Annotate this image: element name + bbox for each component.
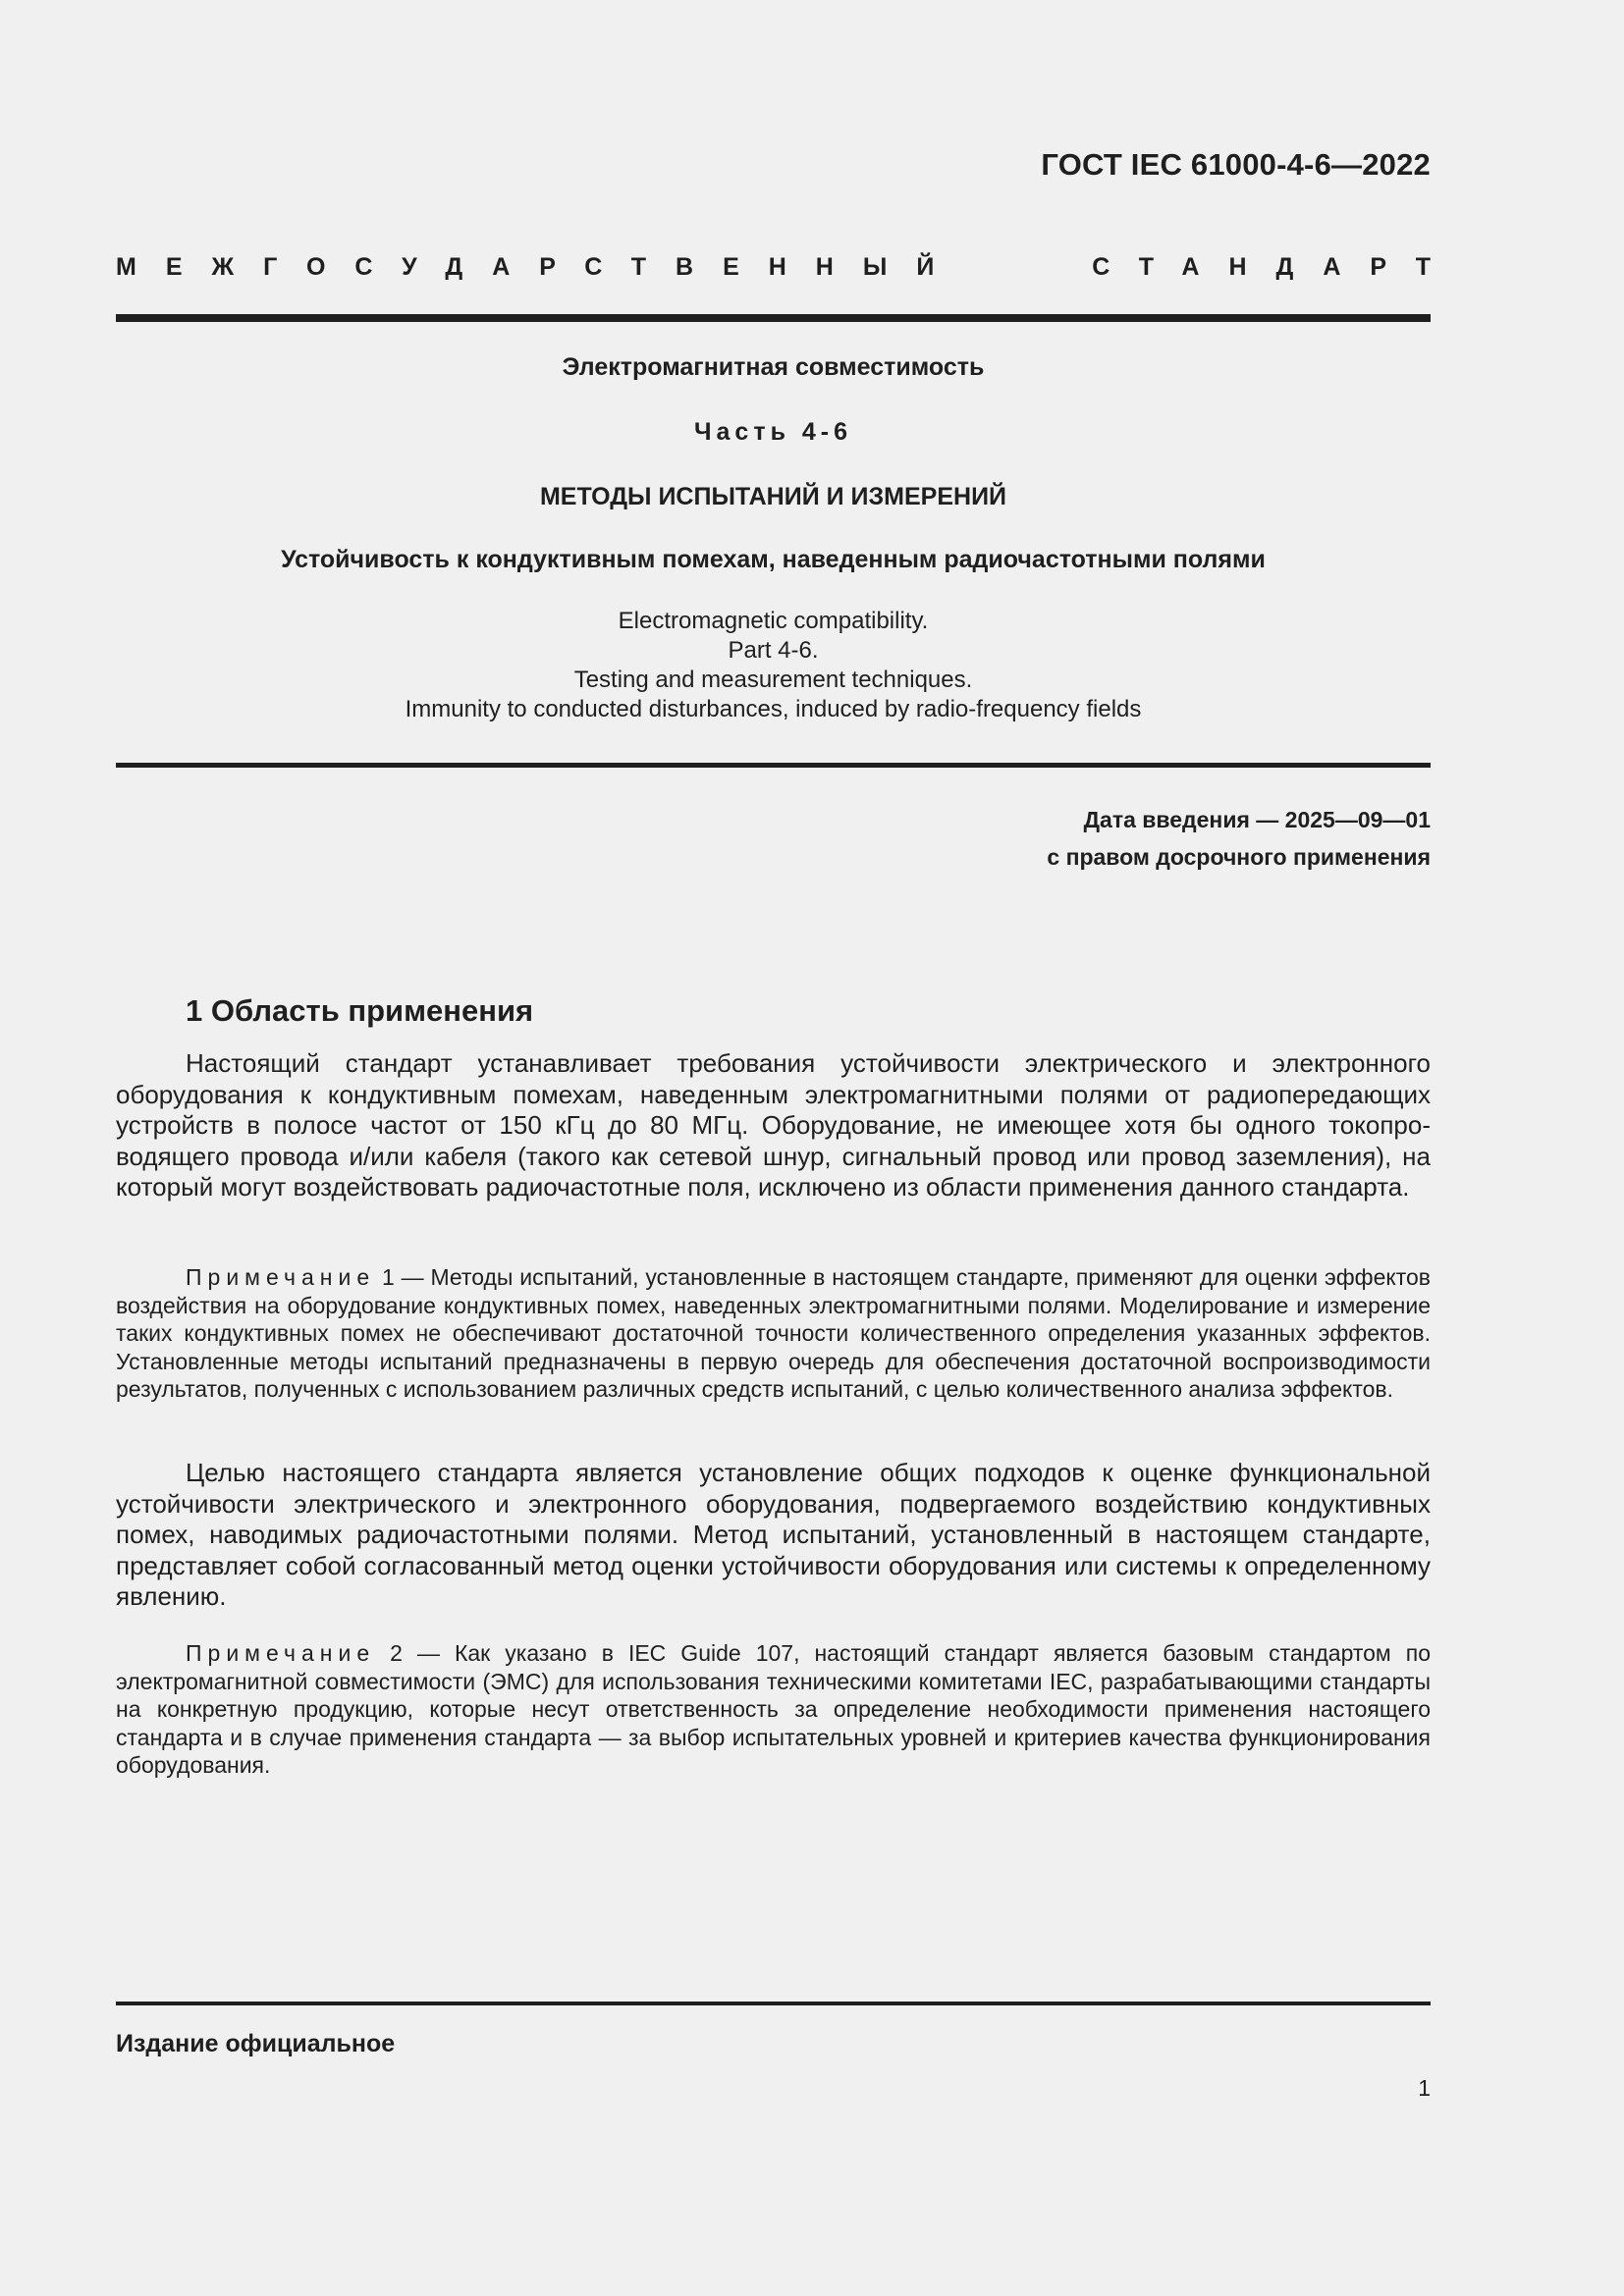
title-main: Электромагнитная совместимость <box>562 353 985 381</box>
introduction-date: Дата введения — 2025—09—01 <box>1083 807 1431 832</box>
document-page <box>116 0 1460 2296</box>
title-part: Часть 4-6 <box>693 418 853 446</box>
note-label: Примечание <box>186 1264 376 1290</box>
section-heading-scope: 1 Область применения <box>186 993 534 1028</box>
paragraph-text: Целью настоящего стандарта является установление общих подходов к оценке функциональной устойчивости электрического и электронного оборудования, подвергаемого воздействию кондуктивных помех, наводимых радиочастотными полями. Метод испытаний, установленный в настоящем стандарте, представляет собой согласованный метод оценки устойчивости оборудования или системы к определенному явлению. <box>116 1458 1431 1611</box>
english-title-block <box>116 607 1431 724</box>
scope-paragraph-2 <box>116 1458 1431 1613</box>
official-edition-label: Издание официальное <box>116 2030 396 2057</box>
note-body: 2 — Как указано в IEC Guide 107, настоящий стандарт является базовым стандартом по электромагнитной совместимости (ЭМС) для использования техническими комитетами IEC, разрабатывающими стандарты на конкретную продукцию, которые несут ответственность за определение необходимости применения настоящего стандарта и в случае применения стандарта — за выбор испытательных уровней и критериев качества функционирования оборудования. <box>116 1640 1431 1778</box>
standard-type-word-standard: СТАНДАРТ <box>1092 253 1460 281</box>
english-title-line: Part 4-6. <box>728 637 819 664</box>
note-label: Примечание <box>186 1640 376 1666</box>
paragraph-text: Настоящий стандарт устанавливает требования устойчивости электрического и электронного оборудования к кондуктивным помехам, наведенным электромагнитными полями от радиопередающих устройств в полосе частот от 150 кГц до 80 МГц. Оборудование, не имеющее хотя бы одного токопроводящего провода и/или кабеля (такого как сетевой шнур, сигнальный провод или провод заземления), на который могут воздействовать радиочастотные поля, исключено из области применения данного стандарта. <box>116 1048 1431 1201</box>
document-number: ГОСТ IEC 61000-4-6—2022 <box>1041 147 1431 182</box>
note-2 <box>116 1639 1431 1780</box>
english-title-line: Electromagnetic compatibility. <box>618 608 929 634</box>
note-text <box>116 1263 1431 1404</box>
note-body: 1 — Методы испытаний, установленные в настоящем стандарте, применяют для оценки эффектов воздействия на оборудование кондуктивных помех, наведенных электромагнитными полями. Моделирование и измерение таких кондуктивных помех не обеспечивают достаточной точности количественного определения указанных эффектов. Установленные методы испытаний предназначены в первую очередь для обеспечения достаточной воспроизводимости результатов, полученных с использованием различных средств испытаний, с целью количественного анализа эффектов. <box>116 1264 1431 1402</box>
note-text <box>116 1639 1431 1780</box>
title-subtitle: Устойчивость к кондуктивным помехам, наведенным радиочастотными полями <box>281 546 1266 573</box>
note-1 <box>116 1263 1431 1404</box>
page-number: 1 <box>1418 2075 1431 2101</box>
english-title-line: Immunity to conducted disturbances, induced by radio-frequency fields <box>405 696 1142 722</box>
early-application-note: с правом досрочного применения <box>1047 844 1431 870</box>
standard-type-word-interstate: МЕЖГОСУДАРСТВЕННЫЙ <box>116 253 964 281</box>
top-divider <box>116 314 1431 322</box>
bottom-divider <box>116 2002 1431 2005</box>
scope-paragraph-1 <box>116 1048 1431 1203</box>
title-methods: МЕТОДЫ ИСПЫТАНИЙ И ИЗМЕРЕНИЙ <box>539 483 1007 510</box>
english-title-line: Testing and measurement techniques. <box>573 667 973 693</box>
middle-divider <box>116 763 1431 768</box>
